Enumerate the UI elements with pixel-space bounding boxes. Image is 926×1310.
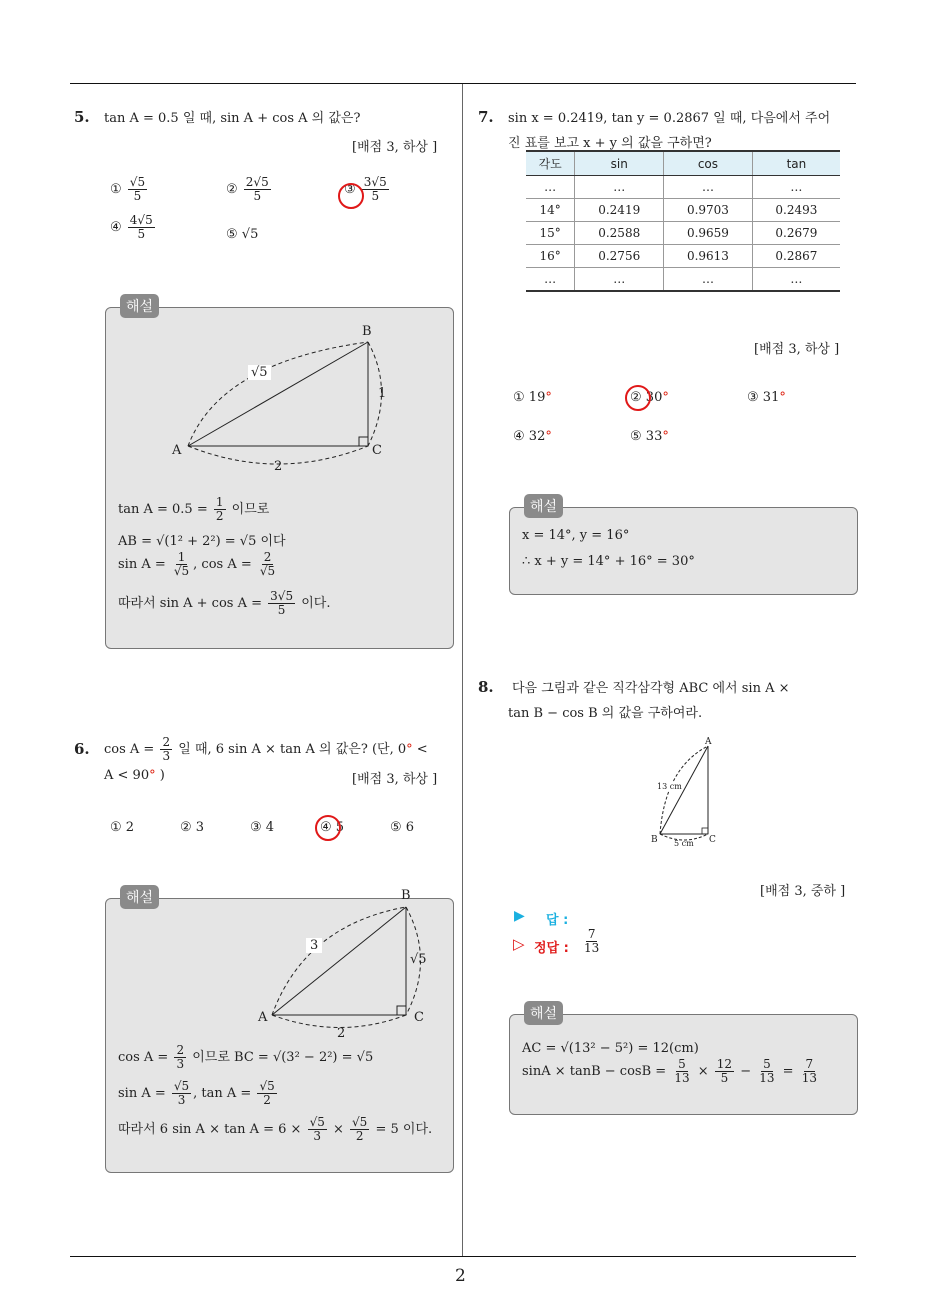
q7-selected-mark [625,385,651,411]
table-cell: 0.2679 [752,222,840,245]
q8-solution-tag: 해설 [524,1001,563,1025]
bottom-rule [70,1256,856,1257]
q5-fig-label-base: 2 [274,459,283,474]
q8-triangle-figure [650,738,730,848]
q5-fig-label-b: B [362,324,372,339]
table-cell: 14° [526,199,575,222]
q8-fig-label-c: C [709,835,716,845]
q7-option-3[interactable]: ③ 31° [747,390,786,405]
table-cell: 0.9613 [664,245,753,268]
q5-number: 5. [74,108,90,126]
q5-option-3[interactable]: ③ $\frac{3√5}{5}$ [344,175,387,203]
q8-correct-value: $\frac{7}{13}$ [584,927,600,955]
answer-arrow-icon: ▶ [514,908,525,924]
q8-fig-label-base: 5 cm [674,839,694,848]
q6-fig-label-c: C [414,1010,424,1025]
table-cell: … [526,268,575,292]
q6-text-line-2: A < 90° ) [104,768,165,783]
q8-answer-label: 답 : [546,913,569,928]
q5-fig-label-a: A [172,443,182,458]
q5-text: tan A = 0.5 일 때, sin A + cos A 의 값은? [104,111,361,126]
table-cell: 0.2756 [575,245,664,268]
table-cell: … [575,268,664,292]
q6-solution-tag: 해설 [120,885,159,909]
q8-score: [배점 3, 중하 ] [760,884,846,899]
q7-score: [배점 3, 하상 ] [754,342,840,357]
q5-option-4[interactable]: ④ $\frac{4√5}{5}$ [110,213,153,241]
q5-fig-label-c: C [372,443,382,458]
q6-option-5[interactable]: ⑤ 6 [390,820,415,835]
q6-fig-label-a: A [258,1010,268,1025]
q7-number: 7. [478,108,494,126]
q7-text-line-2: 진 표를 보고 x + y 의 값을 구하면? [508,136,712,151]
q7-sol-line-2: ∴ x + y = 14° + 16° = 30° [522,554,695,569]
table-header: tan [752,151,840,176]
table-row [526,222,840,245]
table-cell: 16° [526,245,575,268]
table-cell: 15° [526,222,575,245]
q5-solution-tag: 해설 [120,294,159,318]
table-row [526,176,840,199]
q8-sol-line-2: sinA × tanB − cosB = $\frac{5}{13}$ × $\frac{12}{5}$ − $\frac{5}{13}$ = $\frac{7}{13}$ [522,1057,817,1085]
q5-sol-line-2: AB = √(1² + 2²) = √5 이다 [118,534,286,549]
q7-solution-tag: 해설 [524,494,563,518]
q7-solution-box [509,507,858,595]
q8-correct-label: 정답 : [534,941,569,956]
q5-option-1[interactable]: ① $\frac{√5}{5}$ [110,175,146,203]
table-row [526,245,840,268]
table-cell: 0.9703 [664,199,753,222]
q7-option-5[interactable]: ⑤ 33° [630,429,669,444]
table-cell: 0.2867 [752,245,840,268]
table-cell: … [752,176,840,199]
q7-trig-table [526,150,840,292]
q6-selected-mark [315,815,341,841]
q5-triangle-figure [160,322,400,482]
q5-fig-label-side: 1 [378,386,387,401]
q8-number: 8. [478,678,494,696]
table-cell: … [526,176,575,199]
q6-text-line-1: cos A = $\frac{2}{3}$ 일 때, 6 sin A × tan A 의 값은? (단, 0° < [104,735,428,763]
q7-text-line-1: sin x = 0.2419, tan y = 0.2867 일 때, 다음에서 주어 [508,111,831,126]
table-header: 각도 [526,151,575,176]
q6-fig-label-base: 2 [337,1026,346,1041]
q7-option-2[interactable]: ② 30° [630,390,669,405]
q6-fig-label-side: √5 [410,952,427,967]
q6-fig-label-hyp: 3 [306,938,322,953]
q6-number: 6. [74,740,90,758]
q5-sol-line-3: sin A = $\frac{1}{√5}$ , cos A = $\frac{2}{√5}$ [118,550,276,578]
table-header: cos [664,151,753,176]
q6-sol-line-2: sin A = $\frac{√5}{3}$ , tan A = $\frac{√5}{2}$ [118,1079,275,1107]
q7-option-4[interactable]: ④ 32° [513,429,552,444]
q5-sol-line-4: 따라서 sin A + cos A = $\frac{3√5}{5}$ 이다. [118,589,331,617]
q8-text-line-2: tan B − cos B 의 값을 구하여라. [508,706,703,721]
table-cell: … [664,268,753,292]
q6-score: [배점 3, 하상 ] [352,772,438,787]
q6-fig-label-b: B [401,888,411,903]
table-cell: … [664,176,753,199]
q6-sol-line-3: 따라서 6 sin A × tan A = 6 × $\frac{√5}{3}$ × $\frac{√5}{2}$ = 5 이다. [118,1115,433,1143]
q6-option-4[interactable]: ④ 5 [320,820,345,835]
q6-option-3[interactable]: ③ 4 [250,820,275,835]
q8-fig-label-hyp: 13 cm [657,782,682,791]
table-cell: 0.2419 [575,199,664,222]
top-rule [70,83,856,84]
q5-option-5[interactable]: ⑤ √5 [226,227,259,242]
table-row [526,268,840,292]
q5-selected-mark [338,183,364,209]
table-row [526,199,840,222]
table-cell: 0.2588 [575,222,664,245]
table-cell: … [575,176,664,199]
table-cell: 0.9659 [664,222,753,245]
q5-fig-label-hyp: √5 [248,365,271,380]
q8-text-line-1: 다음 그림과 같은 직각삼각형 ABC 에서 sin A × [512,681,790,696]
q6-sol-line-1: cos A = $\frac{2}{3}$ 이므로 BC = √(3² − 2²) = √5 [118,1043,374,1071]
q5-option-2[interactable]: ② $\frac{2√5}{5}$ [226,175,269,203]
q8-fig-label-b: B [651,835,658,845]
q5-score: [배점 3, 하상 ] [352,140,438,155]
q7-option-1[interactable]: ① 19° [513,390,552,405]
correct-arrow-icon: ▷ [513,935,525,953]
q8-sol-line-1: AC = √(13² − 5²) = 12(cm) [522,1041,699,1056]
column-divider [462,84,463,1256]
table-cell: … [752,268,840,292]
page-number: 2 [455,1266,466,1286]
q6-option-1[interactable]: ① 2 [110,820,135,835]
table-cell: 0.2493 [752,199,840,222]
table-header-row [526,151,840,176]
q7-sol-line-1: x = 14°, y = 16° [522,528,630,543]
q8-fig-label-a: A [705,737,712,747]
q5-sol-line-1: tan A = 0.5 = $\frac{1}{2}$ 이므로 [118,495,270,523]
q6-option-2[interactable]: ② 3 [180,820,205,835]
table-header: sin [575,151,664,176]
